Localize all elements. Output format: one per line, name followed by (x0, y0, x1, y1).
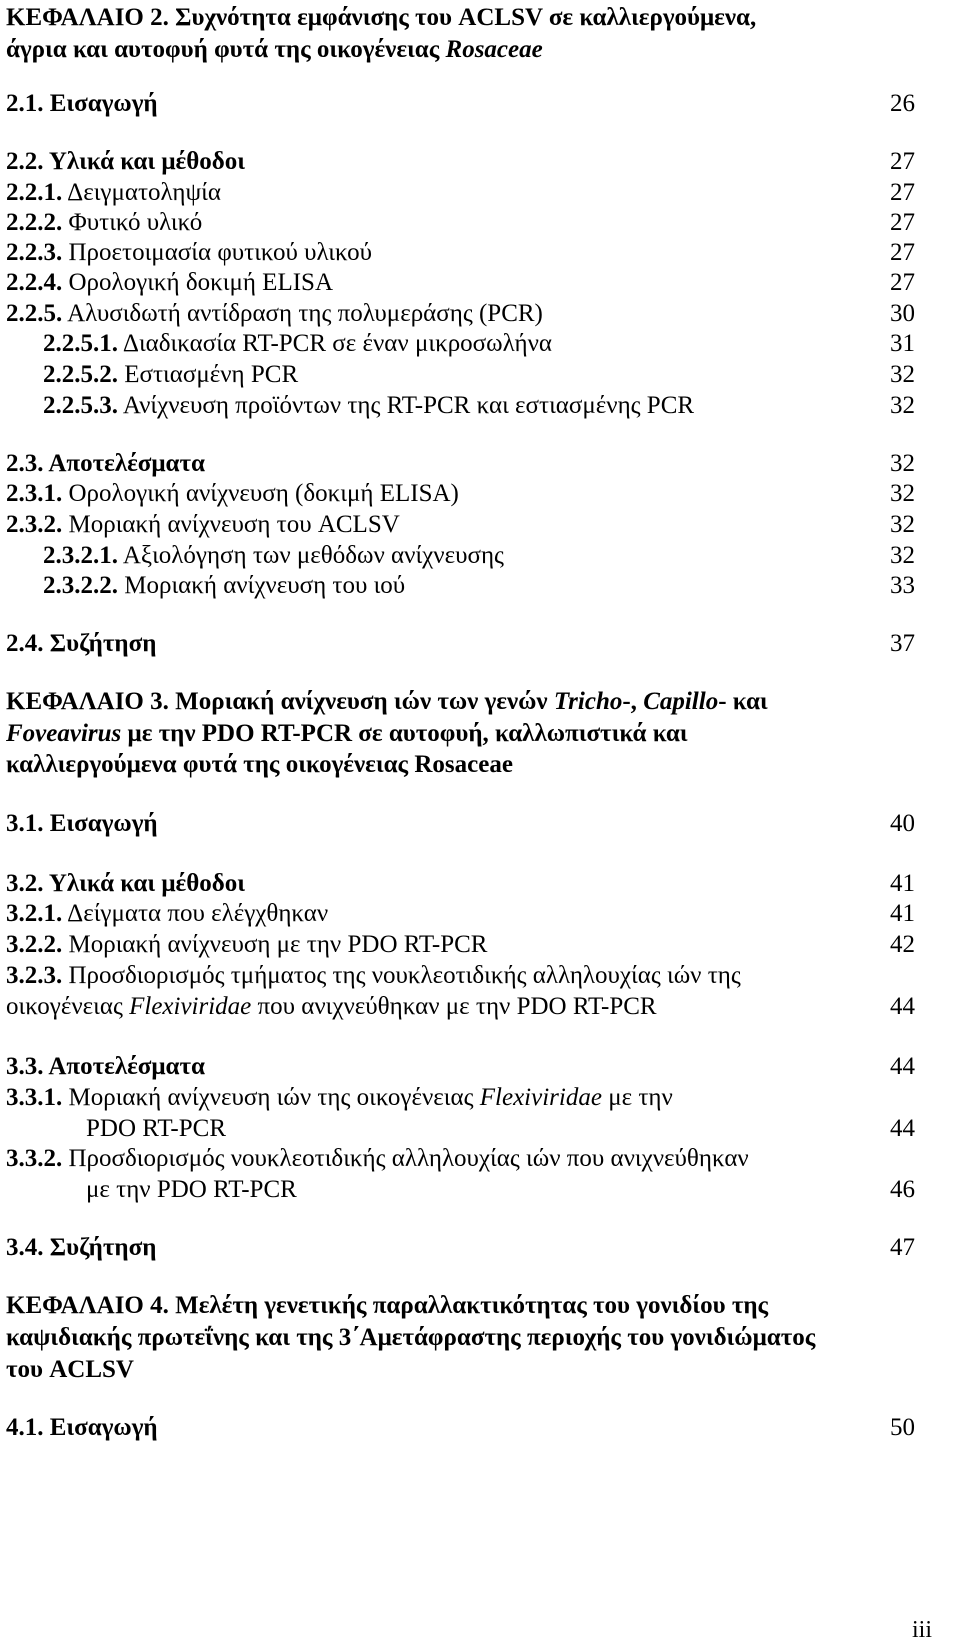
page-number: 47 (890, 1234, 915, 1261)
page-number: 37 (890, 630, 915, 657)
toc-entry[interactable]: 2.3. Αποτελέσματα 32 (0, 448, 960, 480)
page-number: 27 (890, 239, 915, 266)
chapter-3-heading-line-1: ΚΕΦΑΛΑΙΟ 3. Μοριακή ανίχνευση ιών των γενών Tricho-, Capillo- και (6, 688, 768, 715)
page-number: 44 (890, 993, 915, 1020)
toc-entry[interactable]: 2.2.5.1. Διαδικασία RT-PCR σε έναν μικροσωλήνα 31 (0, 328, 960, 360)
page-number: 30 (890, 300, 915, 327)
toc-entry[interactable]: 2.2.4. Ορολογική δοκιμή ELISA 27 (0, 267, 960, 299)
page-number: 27 (890, 179, 915, 206)
toc-entry[interactable]: 2.2.2. Φυτικό υλικό 27 (0, 207, 960, 239)
page-number: 41 (890, 900, 915, 927)
chapter-3-heading-line-2: Foveavirus με την PDO RT-PCR σε αυτοφυή, καλλωπιστικά και (6, 720, 688, 747)
toc-entry[interactable]: 2.2.5. Αλυσιδωτή αντίδραση της πολυμεράσης (PCR) 30 (0, 298, 960, 330)
page-number: 42 (890, 931, 915, 958)
chapter-4-heading-line-2: καψιδιακής πρωτεΐνης και της 3΄Αμετάφραστης περιοχής του γονιδιώματος (6, 1324, 816, 1351)
page-number: 33 (890, 572, 915, 599)
page-number: 41 (890, 870, 915, 897)
toc-entry[interactable]: 3.3. Αποτελέσματα 44 (0, 1051, 960, 1083)
chapter-3-heading-line-3: καλλιεργούμενα φυτά της οικογένειας Rosaceae (6, 751, 513, 778)
toc-entry[interactable]: 2.3.2. Μοριακή ανίχνευση του ACLSV 32 (0, 509, 960, 541)
toc-entry[interactable]: 2.2. Υλικά και μέθοδοι 27 (0, 146, 960, 178)
chapter-4-heading-line-1: ΚΕΦΑΛΑΙΟ 4. Μελέτη γενετικής παραλλακτικότητας του γονιδίου της (6, 1292, 769, 1319)
page-number: 27 (890, 269, 915, 296)
toc-entry-continuation[interactable]: οικογένειας Flexiviridae που ανιχνεύθηκαν με την PDO RT-PCR 44 (0, 991, 960, 1023)
chapter-2-heading-line-2: άγρια και αυτοφυή φυτά της οικογένειας Rosaceae (6, 36, 543, 63)
page-number: 27 (890, 148, 915, 175)
toc-entry[interactable]: 3.1. Εισαγωγή 40 (0, 808, 960, 840)
page-number: 50 (890, 1414, 915, 1441)
page-number: 44 (890, 1053, 915, 1080)
page-number: 40 (890, 810, 915, 837)
toc-entry[interactable]: 2.3.2.1. Αξιολόγηση των μεθόδων ανίχνευσης 32 (0, 540, 960, 572)
page-number: 44 (890, 1115, 915, 1142)
toc-entry[interactable]: 2.3.2.2. Μοριακή ανίχνευση του ιού 33 (0, 570, 960, 602)
toc-entry[interactable]: 4.1. Εισαγωγή 50 (0, 1412, 960, 1444)
toc-entry-continuation[interactable]: PDO RT-PCR 44 (0, 1113, 960, 1145)
toc-entry[interactable]: 2.1. Εισαγωγή 26 (0, 88, 960, 120)
page-number: 32 (890, 542, 915, 569)
page-number: 32 (890, 511, 915, 538)
toc-entry[interactable]: 3.3.1. Μοριακή ανίχνευση ιών της οικογένειας Flexiviridae με την (6, 1084, 673, 1111)
roman-page-number: iii (911, 1617, 932, 1643)
page-number: 32 (890, 392, 915, 419)
toc-entry[interactable]: 3.2.3. Προσδιορισμός τμήματος της νουκλεοτιδικής αλληλουχίας ιών της (6, 962, 741, 989)
page-number: 27 (890, 209, 915, 236)
toc-entry[interactable]: 3.2.1. Δείγματα που ελέγχθηκαν 41 (0, 898, 960, 930)
chapter-4-heading-line-3: του ACLSV (6, 1356, 134, 1383)
toc-entry[interactable]: 3.3.2. Προσδιορισμός νουκλεοτιδικής αλληλουχίας ιών που ανιχνεύθηκαν (6, 1145, 749, 1172)
toc-entry-continuation[interactable]: με την PDO RT-PCR 46 (0, 1174, 960, 1206)
toc-entry[interactable]: 2.2.1. Δειγματοληψία 27 (0, 177, 960, 209)
toc-entry[interactable]: 3.2. Υλικά και μέθοδοι 41 (0, 868, 960, 900)
chapter-2-heading-line-1: ΚΕΦΑΛΑΙΟ 2. Συχνότητα εμφάνισης του ACLSV σε καλλιεργούμενα, (6, 4, 757, 31)
page-number: 26 (890, 90, 915, 117)
toc-entry[interactable]: 2.2.5.2. Εστιασμένη PCR 32 (0, 359, 960, 391)
page-number: 31 (890, 330, 915, 357)
toc-entry[interactable]: 2.4. Συζήτηση 37 (0, 628, 960, 660)
toc-entry[interactable]: 2.2.5.3. Ανίχνευση προϊόντων της RT-PCR και εστιασμένης PCR 32 (0, 390, 960, 422)
toc-entry[interactable]: 2.3.1. Ορολογική ανίχνευση (δοκιμή ELISA) 32 (0, 478, 960, 510)
page-number: 32 (890, 450, 915, 477)
toc-entry[interactable]: 2.2.3. Προετοιμασία φυτικού υλικού 27 (0, 237, 960, 269)
page-number: 32 (890, 361, 915, 388)
toc-entry[interactable]: 3.4. Συζήτηση 47 (0, 1232, 960, 1264)
page-number: 46 (890, 1176, 915, 1203)
toc-entry[interactable]: 3.2.2. Μοριακή ανίχνευση με την PDO RT-PCR 42 (0, 929, 960, 961)
page-number: 32 (890, 480, 915, 507)
